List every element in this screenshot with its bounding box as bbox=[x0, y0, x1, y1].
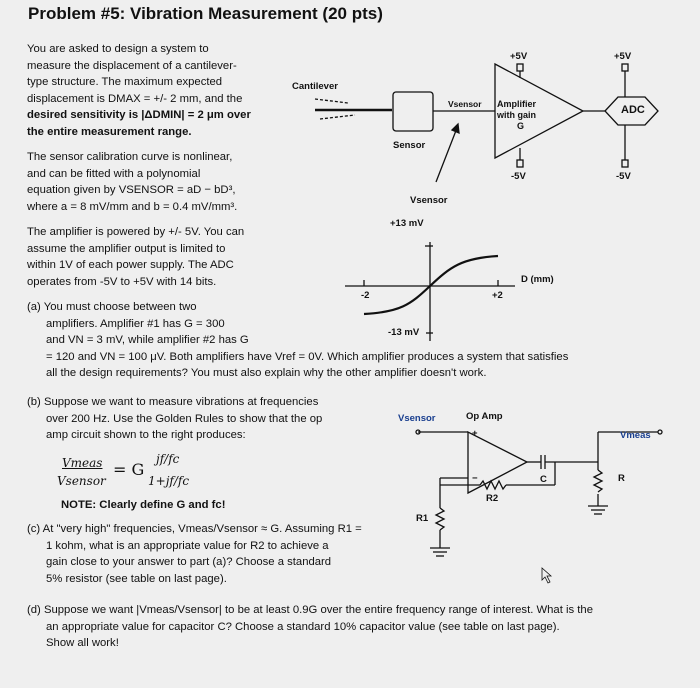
adc-supply-pos: +5V bbox=[614, 51, 632, 62]
eq-lhs-numerator: Vmeas bbox=[62, 456, 103, 470]
plot-x-pos: +2 bbox=[492, 290, 503, 301]
capacitor-label: C bbox=[540, 474, 547, 485]
opamp-label: Op Amp bbox=[466, 411, 503, 422]
plot-x-label: D (mm) bbox=[521, 274, 554, 285]
cantilever-beam bbox=[315, 99, 392, 119]
part-c-text: (c) At "very high" frequencies, Vmeas/Vsensor ≈ G. Assuming R1 = 1 kohm, what is an appropriate value for R2 to achieve a gain close to your answer to part (a)? Choose a standard 5% resistor (see table on last page). bbox=[27, 523, 362, 585]
vsensor-wire-label: Vsensor bbox=[448, 99, 482, 109]
plot-y-label: Vsensor bbox=[410, 195, 448, 206]
plot-top-value: +13 mV bbox=[390, 218, 424, 229]
resistor-r2-label: R2 bbox=[486, 493, 499, 504]
eq-gain: = G bbox=[113, 460, 145, 479]
resistor-r bbox=[594, 470, 602, 492]
calibration-curve bbox=[364, 256, 498, 314]
resistor-r1-label: R1 bbox=[416, 513, 429, 524]
eq-rhs-numerator: jf/fc bbox=[156, 452, 180, 466]
cantilever-label: Cantilever bbox=[292, 81, 338, 92]
eq-rhs-denominator: 1+jf/fc bbox=[148, 474, 190, 488]
resistor-r-label: R bbox=[618, 473, 625, 484]
part-b-text: (b) Suppose we want to measure vibrations at frequencies over 200 Hz. Use the Golden Rules to show that the op amp circuit shown to the right produces: bbox=[27, 396, 323, 441]
plot-x-neg: -2 bbox=[361, 290, 370, 301]
circuit-vsensor-label: Vsensor bbox=[398, 413, 436, 424]
adc-supply-neg: -5V bbox=[616, 171, 631, 182]
part-d-text: (d) Suppose we want |Vmeas/Vsensor| to be at least 0.9G over the entire frequency range of interest. What is the an appropriate value for capacitor C? Choose a standard 10% capacitor value (see table on last page). Show all work! bbox=[27, 604, 593, 649]
amp-supply-neg: -5V bbox=[511, 171, 526, 182]
intro-text: You are asked to design a system to measure the displacement of a cantilever- type structure. The maximum expected displacement is DMAX = +/- 2 mm, and the desired sensitivity is |ΔDMIN| = 2 μm over the entire measurement range. bbox=[27, 43, 251, 138]
adc-label: ADC bbox=[621, 104, 645, 116]
sensor-label: Sensor bbox=[393, 140, 426, 151]
note-text: NOTE: Clearly define G and fc! bbox=[61, 499, 226, 511]
opamp-plus: + bbox=[472, 428, 478, 439]
mouse-cursor-icon bbox=[542, 568, 551, 583]
opamp-minus: − bbox=[472, 473, 478, 484]
part-a-text: (a) You must choose between two amplifiers. Amplifier #1 has G = 300 and VN = 3 mV, while amplifier #2 has G = 120 and VN = 100 μV. Both amplifiers have Vref = 0V. Which amplifier produces a system that satisfies all the design requirements? You must also explain why the other amplifier doesn't work. bbox=[27, 301, 569, 379]
eq-lhs-denominator: Vsensor bbox=[57, 474, 106, 488]
sensor-box bbox=[393, 92, 433, 131]
calibration-text: The sensor calibration curve is nonlinear, and can be fitted with a polynomial equation given by VSENSOR = aD − bD³, where a = 8 mV/mm and b = 0.4 mV/mm³. bbox=[27, 151, 238, 213]
amp-supply-pos: +5V bbox=[510, 51, 528, 62]
plot-bottom-value: -13 mV bbox=[388, 327, 420, 338]
vsensor-pointer bbox=[436, 128, 457, 182]
amplifier-text: The amplifier is powered by +/- 5V. You can assume the amplifier output is limited to within 1V of each power supply. The ADC operates from -5V to +5V with 14 bits. bbox=[27, 226, 245, 288]
amplifier-label: Amplifier with gain G bbox=[497, 99, 537, 131]
circuit-vmeas-label: Vmeas bbox=[620, 430, 651, 441]
resistor-r1 bbox=[436, 508, 444, 530]
problem-title: Problem #5: Vibration Measurement (20 pts) bbox=[28, 4, 383, 23]
